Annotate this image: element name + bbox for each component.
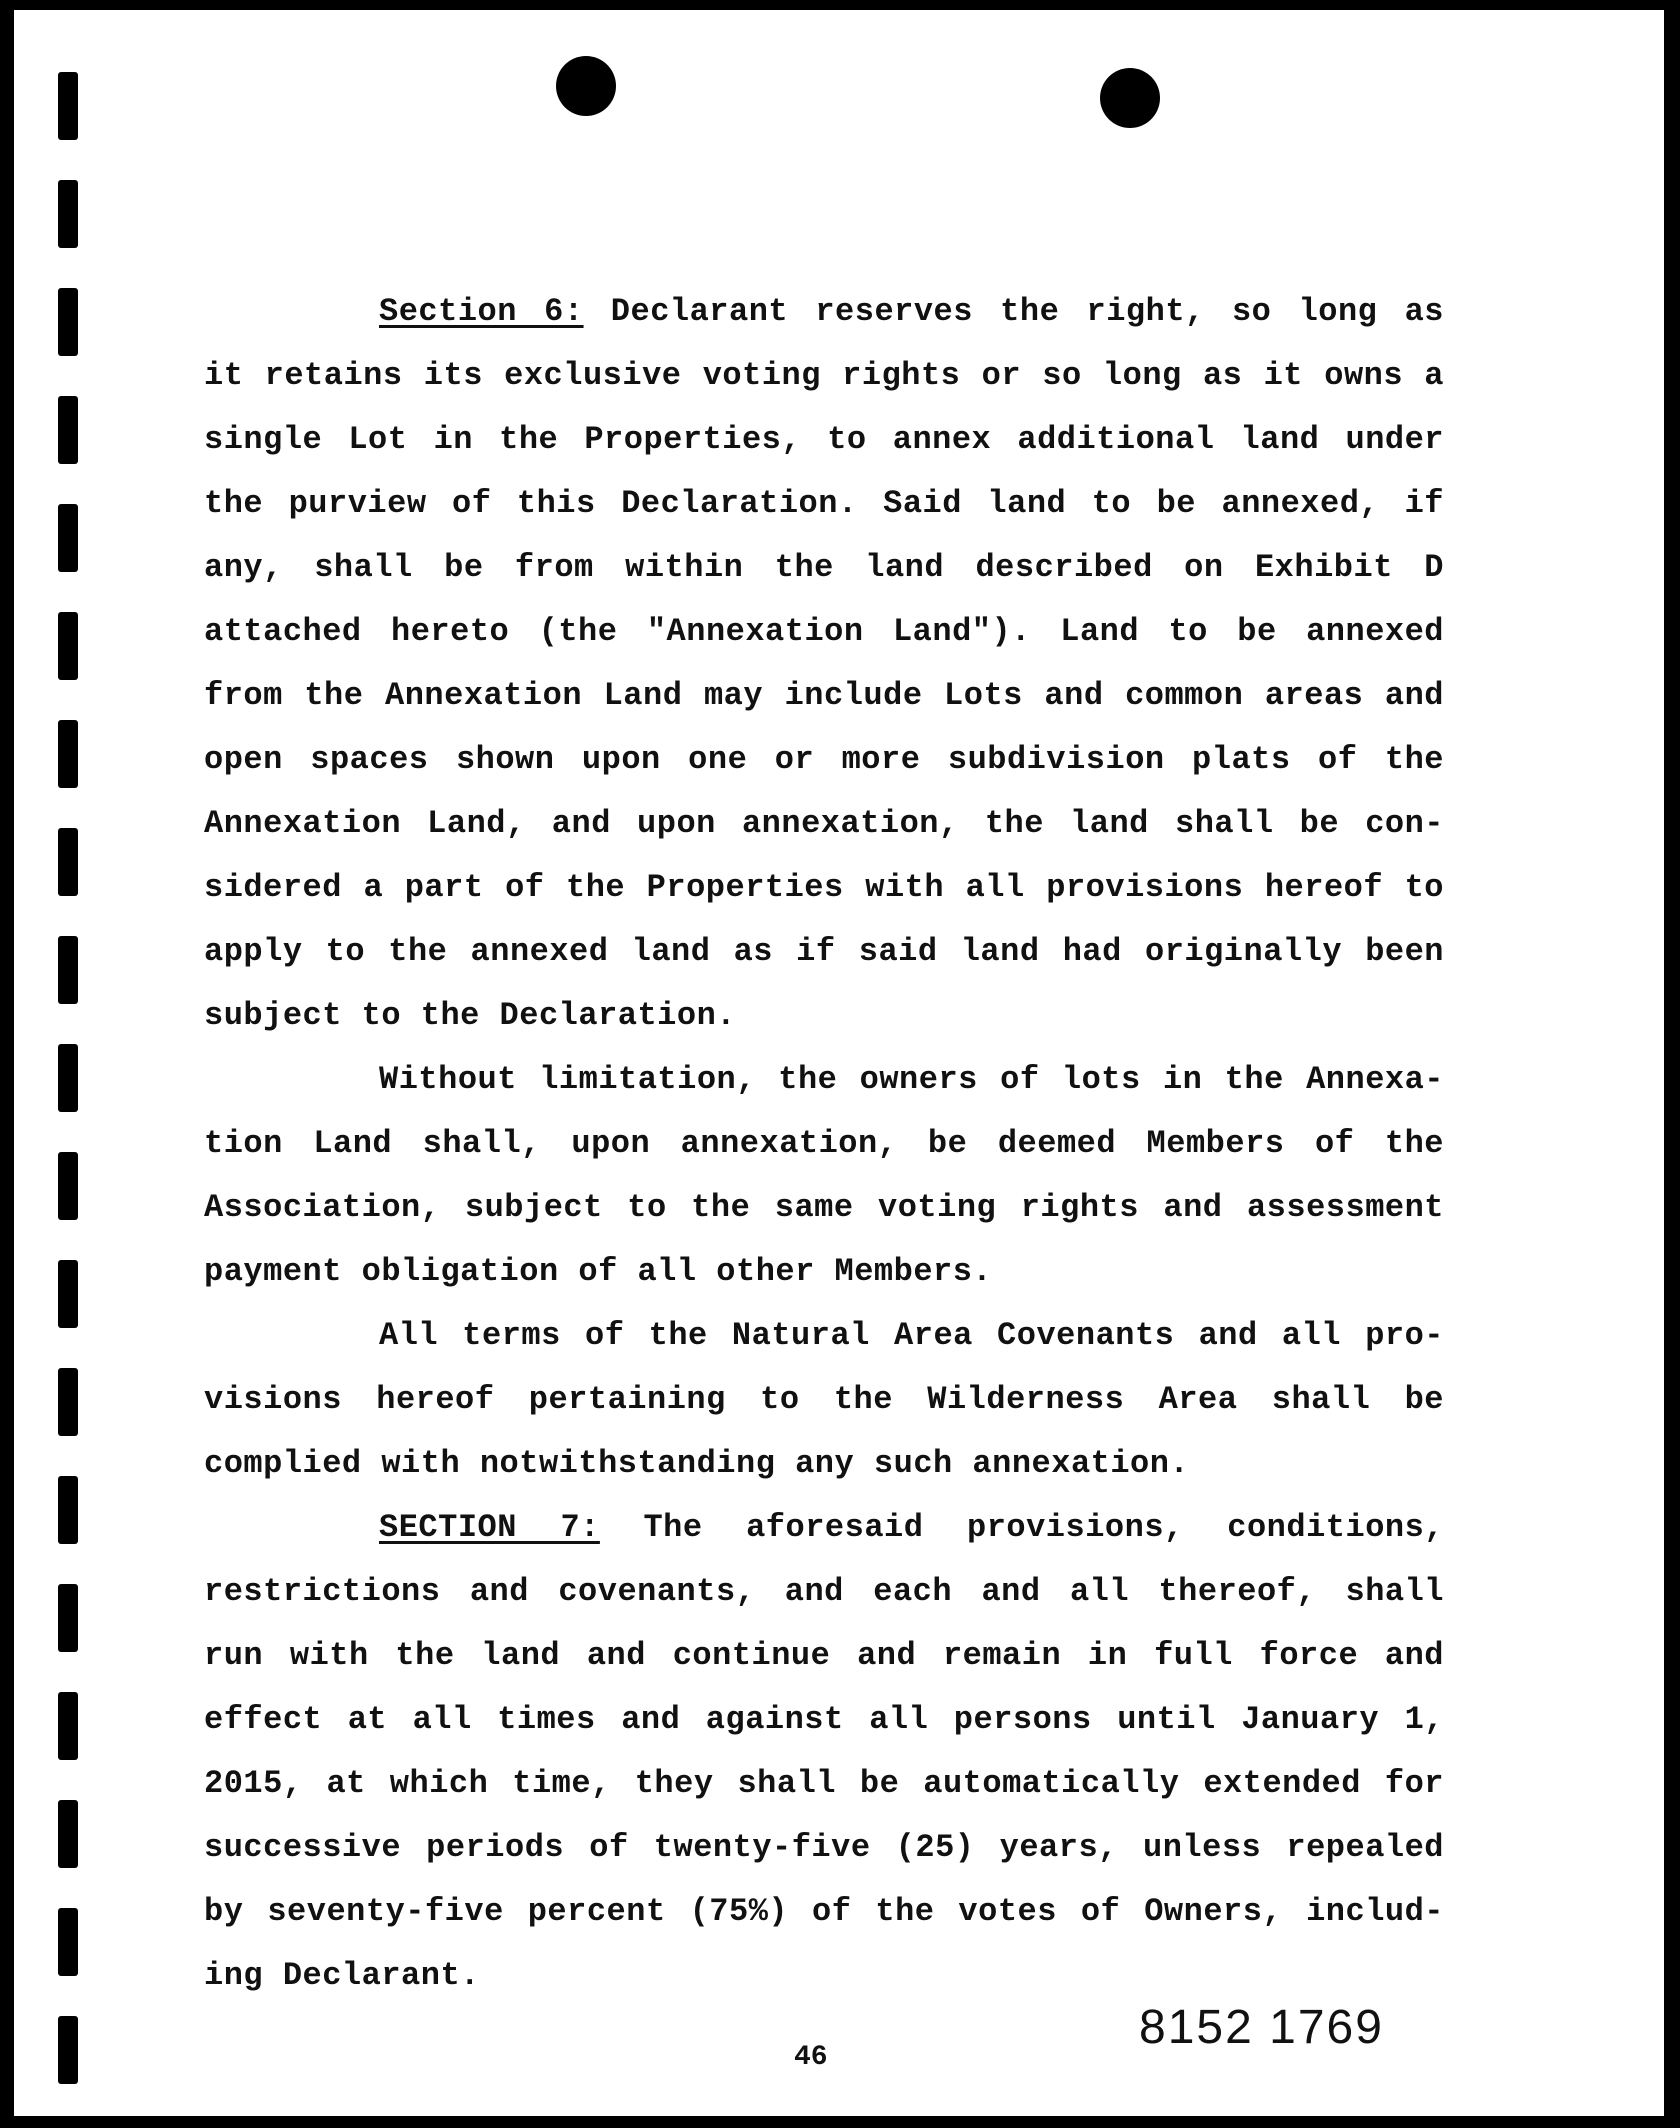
feed-hole	[58, 288, 78, 356]
feed-hole	[58, 1260, 78, 1328]
text-line: tion Land shall, upon annexation, be deemed Members of the	[204, 1125, 1444, 1162]
text-line: complied with notwithstanding any such annexation.	[204, 1445, 1190, 1482]
feed-hole	[58, 504, 78, 572]
text-line: Annexation Land, and upon annexation, the land shall be con-	[204, 805, 1444, 842]
text-line: the purview of this Declaration. Said land to be annexed, if	[204, 485, 1444, 522]
feed-hole	[58, 2016, 78, 2084]
text-line: restrictions and covenants, and each and all thereof, shall	[204, 1573, 1444, 1610]
document-page	[14, 10, 1664, 2116]
feed-hole	[58, 1368, 78, 1436]
section-7-heading: SECTION 7:	[379, 1509, 600, 1546]
section-6-heading: Section 6:	[379, 293, 584, 330]
text-line: ing Declarant.	[204, 1957, 480, 1994]
feed-hole	[58, 1476, 78, 1544]
text-line: successive periods of twenty-five (25) years, unless repealed	[204, 1829, 1444, 1866]
text-line: apply to the annexed land as if said land had originally been	[204, 933, 1444, 970]
text-line: payment obligation of all other Members.	[204, 1253, 993, 1290]
text-line: Association, subject to the same voting rights and assessment	[204, 1189, 1444, 1226]
text-line: subject to the Declaration.	[204, 997, 736, 1034]
text-line: sidered a part of the Properties with all provisions hereof to	[204, 869, 1444, 906]
punch-hole-left	[556, 56, 616, 116]
feed-hole	[58, 612, 78, 680]
text-line: All terms of the Natural Area Covenants and all pro-	[379, 1317, 1444, 1354]
text-line: run with the land and continue and remain in full force and	[204, 1637, 1444, 1674]
feed-hole	[58, 936, 78, 1004]
feed-hole	[58, 1800, 78, 1868]
document-number: 8152 1769	[1139, 2001, 1384, 2054]
text-line: from the Annexation Land may include Lots and common areas and	[204, 677, 1444, 714]
feed-hole	[58, 828, 78, 896]
text-line: any, shall be from within the land described on Exhibit D	[204, 549, 1444, 586]
text-line: by seventy-five percent (75%) of the votes of Owners, includ-	[204, 1893, 1444, 1930]
feed-hole	[58, 1908, 78, 1976]
feed-hole	[58, 1152, 78, 1220]
text-line: single Lot in the Properties, to annex additional land under	[204, 421, 1444, 458]
text-line: it retains its exclusive voting rights or so long as it owns a	[204, 357, 1444, 394]
text-line: effect at all times and against all persons until January 1,	[204, 1701, 1444, 1738]
text-line: open spaces shown upon one or more subdivision plats of the	[204, 741, 1444, 778]
punch-hole-right	[1100, 68, 1160, 128]
feed-hole	[58, 1584, 78, 1652]
text-line: SECTION 7: The aforesaid provisions, conditions,	[379, 1509, 1445, 1546]
feed-hole	[58, 1692, 78, 1760]
feed-hole	[58, 180, 78, 248]
text-line: attached hereto (the "Annexation Land"). Land to be annexed	[204, 613, 1444, 650]
feed-hole	[58, 72, 78, 140]
text-line: visions hereof pertaining to the Wilderness Area shall be	[204, 1381, 1444, 1418]
text-line: Section 6: Declarant reserves the right, so long as	[379, 293, 1445, 330]
feed-hole	[58, 720, 78, 788]
feed-hole	[58, 1044, 78, 1112]
text-line: 2015, at which time, they shall be automatically extended for	[204, 1765, 1444, 1802]
feed-hole	[58, 396, 78, 464]
page-number: 46	[794, 2042, 828, 2073]
text-line: Without limitation, the owners of lots in the Annexa-	[379, 1061, 1444, 1098]
